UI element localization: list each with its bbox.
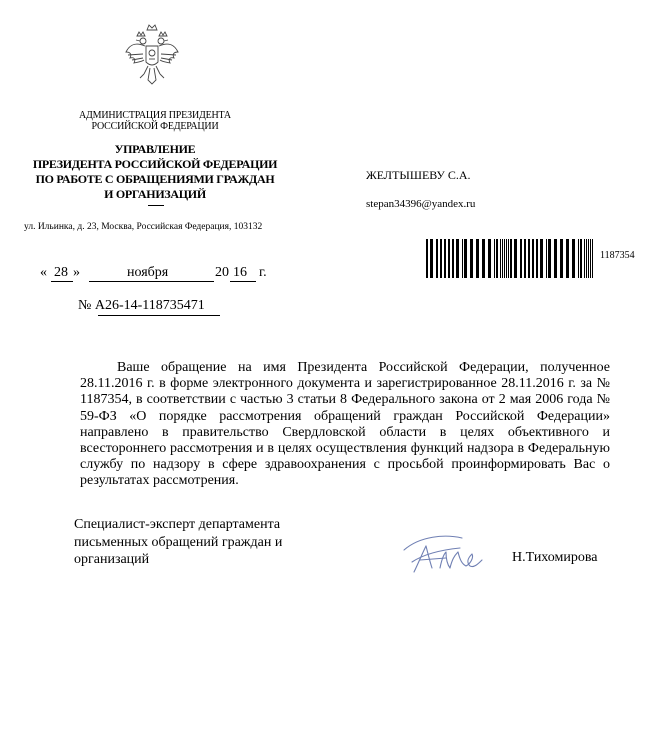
signatory-title-line-3: организаций	[74, 552, 150, 567]
barcode-bar	[546, 239, 547, 278]
recipient-name: ЖЕЛТЫШЕВУ С.А.	[366, 168, 471, 182]
barcode-bar	[506, 239, 507, 278]
date-year: 16	[233, 265, 247, 280]
registration-number	[78, 298, 205, 314]
barcode-bar	[584, 239, 585, 278]
date-year-underline	[230, 281, 256, 282]
date-month-underline	[89, 281, 214, 282]
barcode-bar	[482, 239, 485, 278]
registration-value: А26-14-118735471	[94, 298, 205, 313]
barcode-bar	[430, 239, 433, 278]
date-day: 28	[54, 265, 68, 280]
barcode-bar	[592, 239, 593, 278]
signatory-title-line-1: Специалист-эксперт департамента	[74, 517, 281, 532]
barcode-bar	[536, 239, 538, 278]
date-year-prefix: 20	[215, 265, 229, 280]
date-open-quote: «	[40, 265, 47, 280]
signatory-name: Н.Тихомирова	[512, 550, 598, 565]
barcode-bar	[456, 239, 459, 278]
admin-title	[50, 110, 260, 132]
recipient-email: stepan34396@yandex.ru	[366, 198, 476, 210]
department-title	[20, 142, 290, 202]
admin-line-1: АДМИНИСТРАЦИЯ ПРЕЗИДЕНТА	[79, 110, 231, 121]
divider	[148, 205, 164, 206]
barcode-bar	[528, 239, 530, 278]
barcode-bar	[514, 239, 517, 278]
sender-address: ул. Ильинка, д. 23, Москва, Российская Федерация, 103132	[24, 222, 263, 232]
registration-prefix: №	[78, 298, 92, 313]
barcode-bar	[448, 239, 450, 278]
barcode	[426, 239, 593, 278]
date-month: ноября	[127, 265, 169, 280]
barcode-bar	[510, 239, 512, 278]
date-day-underline	[51, 281, 73, 282]
barcode-bar	[540, 239, 543, 278]
barcode-bar	[500, 239, 501, 278]
handwritten-signature	[400, 528, 488, 578]
admin-line-2: РОССИЙСКОЙ ФЕДЕРАЦИИ	[91, 121, 219, 132]
dept-line-2: ПРЕЗИДЕНТА РОССИЙСКОЙ ФЕДЕРАЦИИ	[32, 157, 278, 171]
barcode-bar	[588, 239, 589, 278]
dept-line-4: И ОРГАНИЗАЦИЙ	[104, 187, 206, 201]
barcode-bar	[436, 239, 438, 278]
barcode-bar	[578, 239, 579, 278]
barcode-bar	[532, 239, 534, 278]
barcode-bar	[462, 239, 463, 278]
dept-line-1: УПРАВЛЕНИЕ	[114, 142, 196, 156]
signatory-title-line-2: письменных обращений граждан и	[74, 534, 283, 550]
coat-of-arms-emblem	[124, 22, 180, 92]
barcode-bar	[444, 239, 446, 278]
letter-body: Ваше обращение на имя Президента Российской Федерации, полученное 28.11.2016 г. в форме электронного документа и зарегистрированное 28.11.2016 г. за № 1187354, в соответствии с частью 3 статьи 8 Федерального закона от 2 мая 2006 года № 59-ФЗ «О порядке рассмотрения обращений граждан Российской Федерации» направлено в правительство Свердловской области в целях объективного и всестороннего рассмотрения и в целях осуществления функций надзора в Федеральную службу по надзору в сфере здравоохранения с просьбой проинформировать Вас о результатах рассмотрения.	[80, 360, 610, 489]
date-suffix: г.	[259, 265, 267, 280]
barcode-bar	[452, 239, 454, 278]
barcode-bar	[502, 239, 503, 278]
registration-underline	[98, 315, 220, 316]
barcode-bar	[572, 239, 575, 278]
barcode-bar	[590, 239, 591, 278]
barcode-bar	[586, 239, 587, 278]
barcode-bar	[426, 239, 428, 278]
barcode-bar	[440, 239, 442, 278]
barcode-bar	[488, 239, 491, 278]
barcode-bar	[520, 239, 522, 278]
barcode-bar	[548, 239, 551, 278]
barcode-bar	[508, 239, 509, 278]
barcode-bar	[496, 239, 498, 278]
barcode-bar	[494, 239, 495, 278]
signatory-title	[74, 516, 314, 569]
date-close-quote: »	[73, 265, 80, 280]
barcode-bar	[464, 239, 467, 278]
barcode-bar	[504, 239, 505, 278]
barcode-bar	[560, 239, 563, 278]
barcode-bar	[566, 239, 569, 278]
barcode-bar	[524, 239, 526, 278]
dept-line-3: ПО РАБОТЕ С ОБРАЩЕНИЯМИ ГРАЖДАН	[35, 172, 275, 186]
barcode-bar	[580, 239, 582, 278]
barcode-bar	[554, 239, 557, 278]
barcode-bar	[470, 239, 473, 278]
barcode-number: 1187354	[600, 250, 635, 261]
barcode-bar	[476, 239, 479, 278]
